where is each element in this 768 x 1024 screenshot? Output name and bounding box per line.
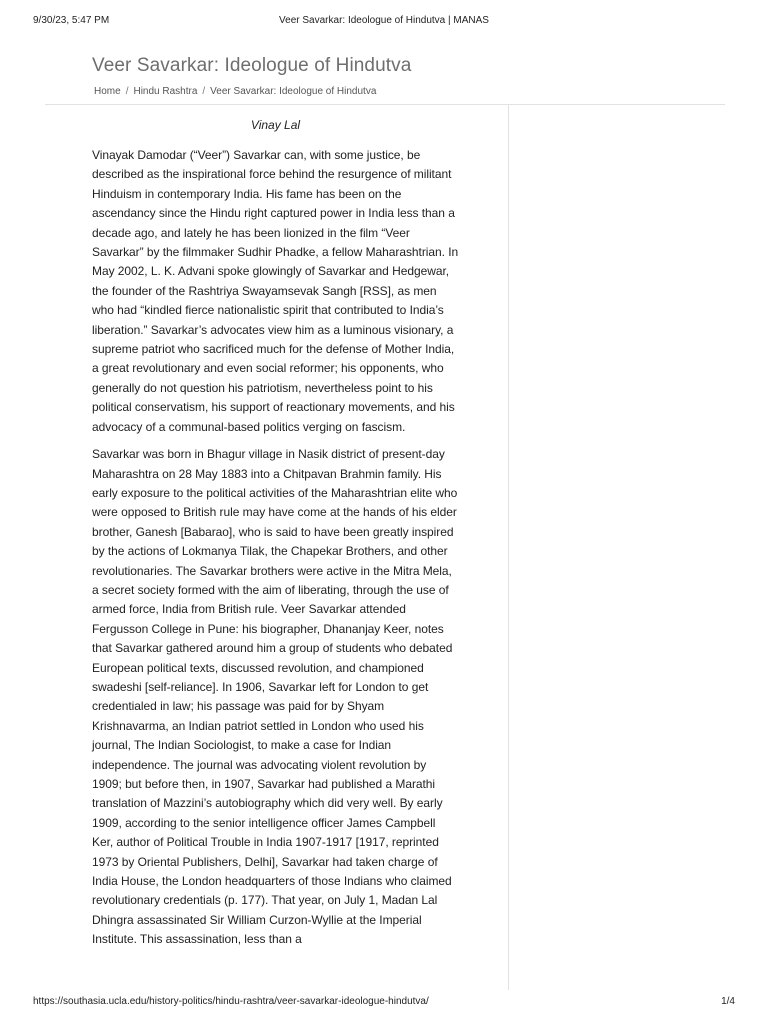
print-page-number: 1/4 [721, 996, 735, 1007]
article-body [92, 116, 459, 958]
breadcrumb-separator: / [202, 86, 206, 97]
print-url: https://southasia.ucla.edu/history-politics/hindu-rashtra/veer-savarkar-ideologue-hindutva/ [33, 996, 429, 1007]
article-author: Vinay Lal [250, 118, 301, 132]
header-divider [45, 104, 725, 105]
print-footer [33, 996, 735, 1010]
breadcrumb [94, 86, 376, 97]
page-title: Veer Savarkar: Ideologue of Hindutva [92, 55, 412, 76]
breadcrumb-hindu-rashtra-link[interactable]: Hindu Rashtra [133, 86, 198, 97]
sidebar-divider [508, 105, 509, 990]
print-datetime: 9/30/23, 5:47 PM [33, 15, 110, 26]
print-header [33, 15, 735, 29]
print-page-title: Veer Savarkar: Ideologue of Hindutva | MANAS [279, 15, 489, 26]
breadcrumb-home-link[interactable]: Home [94, 86, 121, 97]
article-paragraph: Savarkar was born in Bhagur village in Nasik district of present-day Maharashtra on 28 May 1883 into a Chitpavan Brahmin family. His early exposure to the political activities of the Maharashtrian elite who were opposed to British rule may have come at the hands of his elder brother, Ganesh [Babarao], who is said to have been greatly inspired by the actions of Lokmanya Tilak, the Chapekar Brothers, and other revolutionaries. The Savarkar brothers were active in the Mitra Mela, a secret society formed with the aim of liberating, through the use of armed force, India from British rule. Veer Savarkar attended Fergusson College in Pune: his biographer, Dhananjay Keer, notes that Savarkar gathered around him a group of students who debated European political texts, discussed revolution, and championed swadeshi [self-reliance]. In 1906, Savarkar left for London to get credentialed in law; his passage was paid for by Shyam Krishnavarma, an Indian patriot settled in London who used his journal, The Indian Sociologist, to make a case for Indian independence. The journal was advocating violent revolution by 1909; but before then, in 1907, Savarkar had published a Marathi translation of Mazzini’s autobiography which did very well. By early 1909, according to the senior intelligence officer James Campbell Ker, author of Political Trouble in India 1907-1917 [1917, reprinted 1973 by Oriental Publishers, Delhi], Savarkar had taken charge of India House, the London headquarters of those Indians who claimed revolutionary credentials (p. 177). That year, on July 1, Madan Lal Dhingra assassinated Sir William Curzon-Wyllie at the Imperial Institute. This assassination, less than a [92, 447, 458, 947]
breadcrumb-current: Veer Savarkar: Ideologue of Hindutva [210, 86, 377, 97]
article-paragraph: Vinayak Damodar (“Veer”) Savarkar can, with some justice, be described as the inspirational force behind the resurgence of militant Hinduism in contemporary India. His fame has been on the ascendancy since the Hindu right captured power in India less than a decade ago, and lately he has been lionized in the film “Veer Savarkar” by the filmmaker Sudhir Phadke, a fellow Maharashtrian. In May 2002, L. K. Advani spoke glowingly of Savarkar and Hedgewar, the founder of the Rashtriya Swayamsevak Sangh [RSS], as men who had “kindled fierce nationalistic spirit that contributed to India’s liberation.” Savarkar’s advocates view him as a luminous visionary, a supreme patriot who sacrificed much for the defense of Mother India, a great revolutionary and even social reformer; his opponents, who generally do not question his patriotism, nevertheless point to his political conservatism, his support of reactionary movements, and his advocacy of a communal-based politics verging on fascism. [92, 148, 459, 434]
breadcrumb-separator: / [125, 86, 129, 97]
